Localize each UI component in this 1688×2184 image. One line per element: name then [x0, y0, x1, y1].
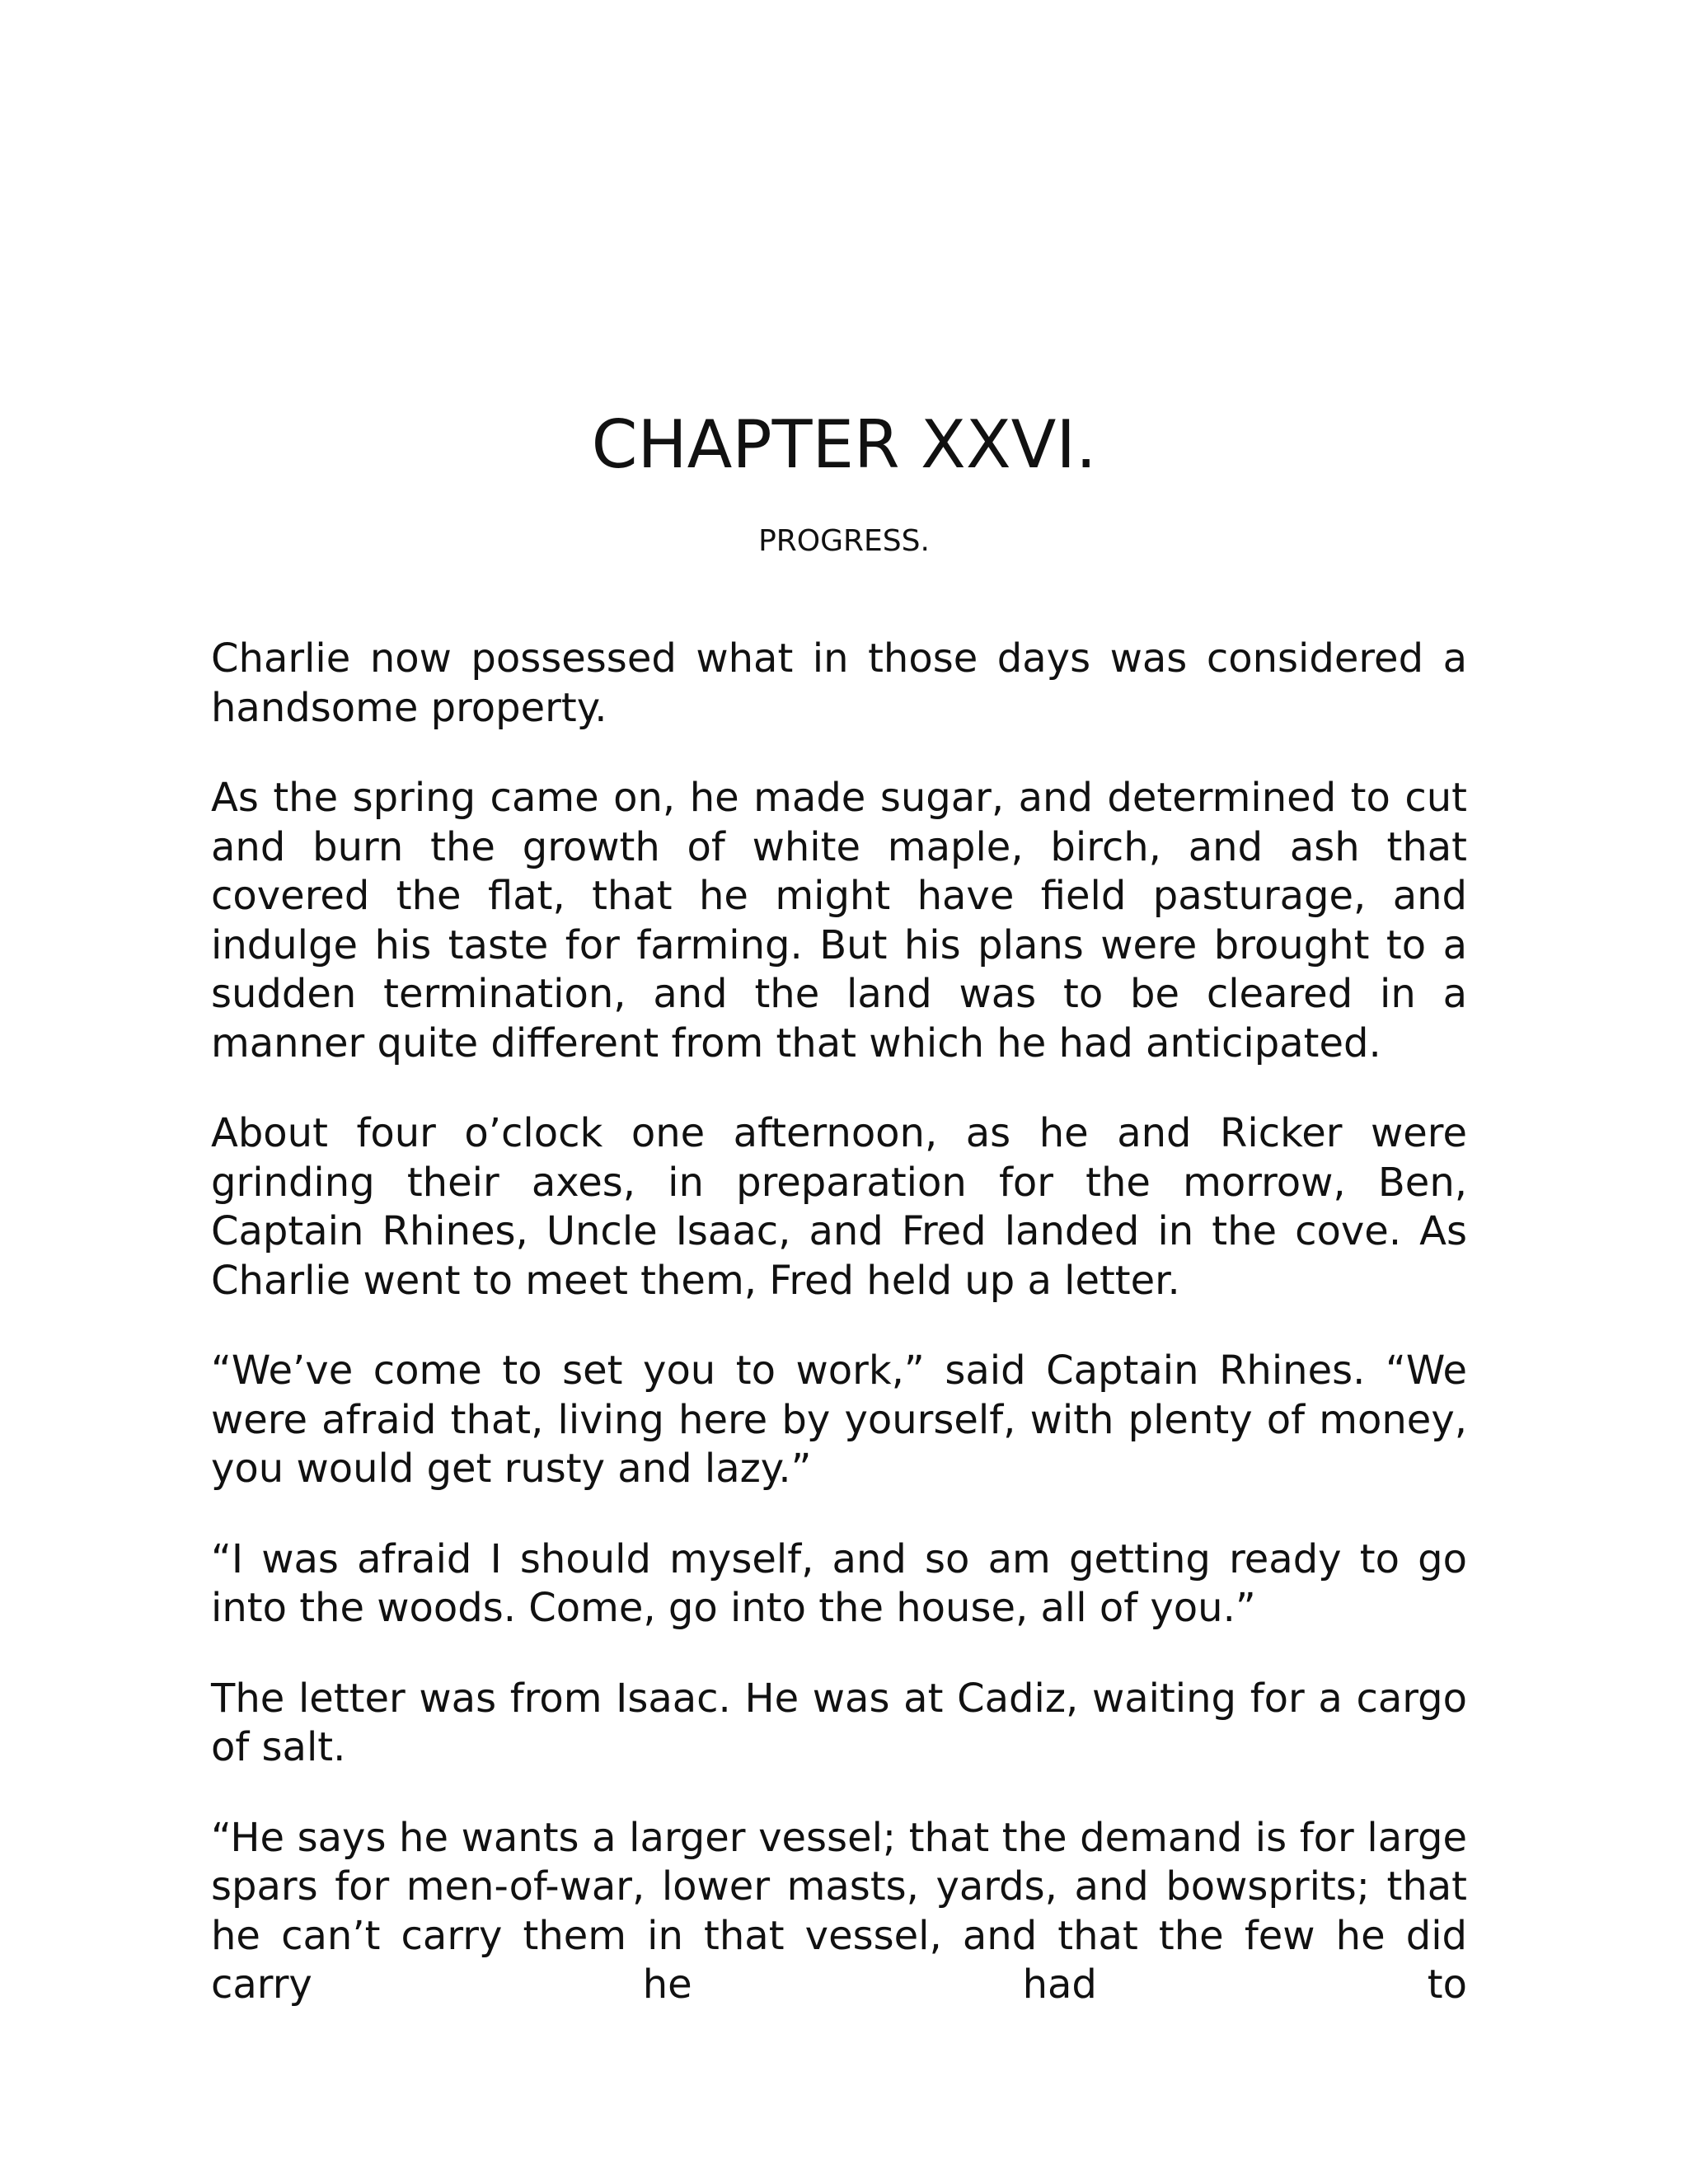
chapter-body — [211, 635, 1467, 2051]
paragraph: As the spring came on, he made sugar, and determined to cut and burn the growth of white maple, birch, and ash that covered the flat, that he might have field pasturage, and indulge his taste for farming. But his plans were brought to a sudden termination, and the land was to be cleared in a manner quite different from that which he had anticipated. — [211, 775, 1467, 1066]
paragraph: Charlie now possessed what in those days was considered a handsome property. — [211, 635, 1467, 731]
paragraph: “We’ve come to set you to work,” said Captain Rhines. “We were afraid that, living here by yourself, with plenty of money, you would get rusty and lazy.” — [211, 1347, 1467, 1492]
paragraph: About four o’clock one afternoon, as he and Ricker were grinding their axes, in preparation for the morrow, Ben, Captain Rhines, Uncle Isaac, and Fred landed in the cove. As Charlie went to meet them, Fred held up a letter. — [211, 1110, 1467, 1304]
paragraph: “He says he wants a larger vessel; that the demand is for large spars for men-of-war, lower masts, yards, and bowsprits; that he can’t carry them in that vessel, and that the few he did carry he had to — [211, 1814, 1467, 2008]
paragraph: The letter was from Isaac. He was at Cadiz, waiting for a cargo of salt. — [211, 1675, 1467, 1770]
paragraph: “I was afraid I should myself, and so am getting ready to go into the woods. Come, go into the house, all of you.” — [211, 1535, 1467, 1631]
chapter-title: CHAPTER XXVI. — [591, 406, 1097, 483]
chapter-subtitle: PROGRESS. — [758, 524, 930, 558]
